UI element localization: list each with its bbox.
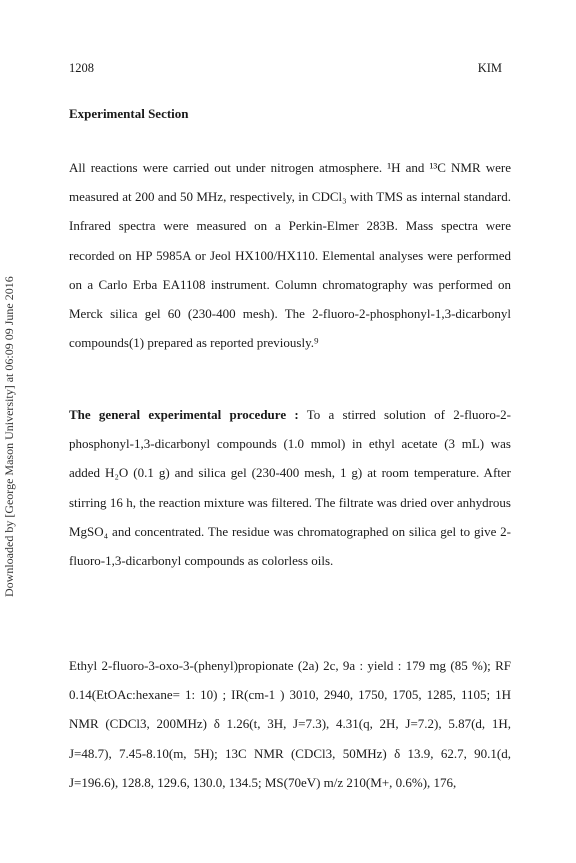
running-head-author: KIM	[477, 61, 502, 75]
download-watermark: Downloaded by [George Mason University] at 06:09 09 June 2016	[2, 276, 16, 597]
procedure-heading: The general experimental procedure :	[69, 407, 299, 422]
procedure-text: To a stirred solution of 2-fluoro-2-phosphonyl-1,3-dicarbonyl compounds (1.0 mmol) in ethyl acetate (3 mL) was added H₂O (0.1 g) and silica gel (230-400 mesh, 1 g) at room temperature. After stirring 16 h, the reaction mixture was filtered. The filtrate was dried over anhydrous MgSO₄ and concentrated. The residue was chromatographed on silica gel to give 2-fluoro-1,3-dicarbonyl compounds as colorless oils.	[69, 407, 512, 569]
page-number: 1208	[69, 61, 94, 75]
section-title: Experimental Section	[69, 106, 189, 121]
procedure-paragraph	[69, 400, 511, 575]
compound-data-paragraph: Ethyl 2-fluoro-3-oxo-3-(phenyl)propionate (2a) 2c, 9a : yield : 179 mg (85 %); RF 0.14(EtOAc:hexane= 1: 10) ; IR(cm-1 ) 3010, 2940, 1750, 1705, 1285, 1105; 1H NMR (CDCl3, 200MHz) δ 1.26(t, 3H, J=7.3), 4.31(q, 2H, J=7.2), 5.87(d, 1H, J=48.7), 7.45-8.10(m, 5H); 13C NMR (CDCl3, 50MHz) δ 13.9, 62.7, 90.1(d, J=196.6), 128.8, 129.6, 130.0, 134.5; MS(70eV) m/z 210(M+, 0.6%), 176,	[69, 658, 511, 790]
general-methods-paragraph: All reactions were carried out under nitrogen atmosphere. ¹H and ¹³C NMR were measured at 200 and 50 MHz, respectively, in CDCl₃ with TMS as internal standard. Infrared spectra were measured on a Perkin-Elmer 283B. Mass spectra were recorded on HP 5985A or Jeol HX100/HX110. Elemental analyses were performed on a Carlo Erba EA1108 instrument. Column chromatography was performed on Merck silica gel 60 (230-400 mesh). The 2-fluoro-2-phosphonyl-1,3-dicarbonyl compounds(1) prepared as reported previously.⁹	[69, 160, 511, 351]
